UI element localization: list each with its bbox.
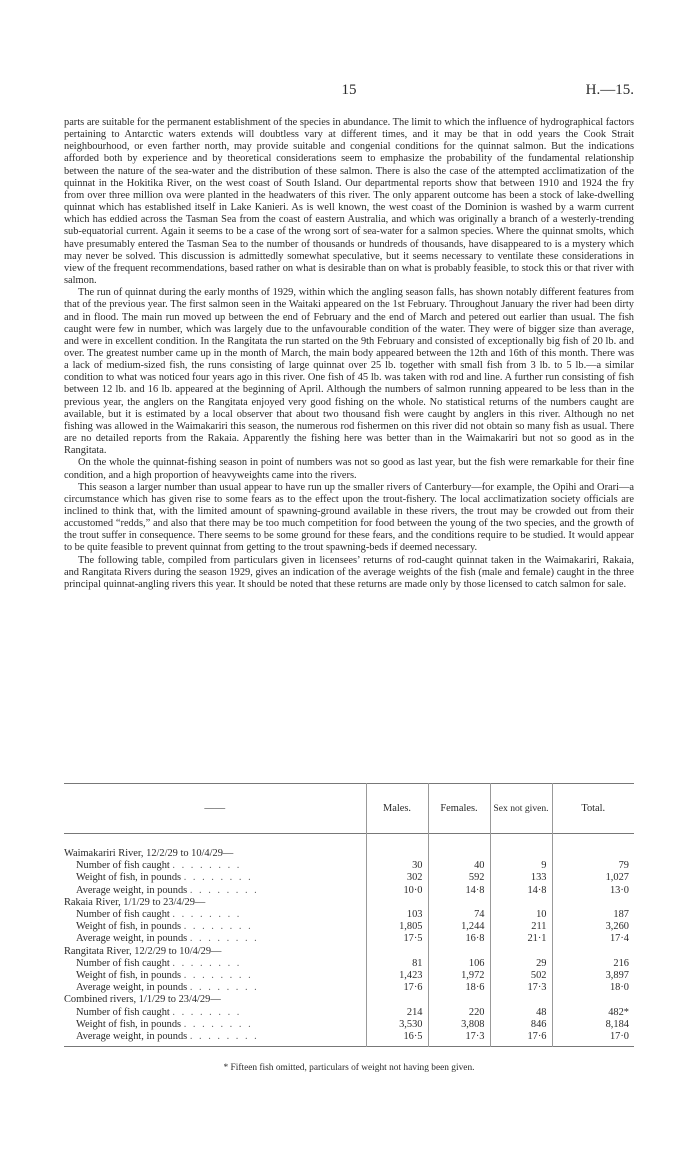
cell-males: 3,530: [366, 1019, 428, 1031]
cell-total: 187: [613, 909, 629, 921]
row-label: Average weight, in pounds: [76, 1031, 188, 1043]
dot-leader: . . . . . . . .: [172, 909, 242, 921]
row-label: Number of fish caught: [76, 1006, 170, 1018]
cell-total: 216: [613, 957, 629, 969]
dot-leader: . . . . . . . .: [189, 884, 259, 896]
cell-total: 17·0: [609, 1031, 629, 1043]
cell-sex-not-given: 846: [490, 1019, 552, 1031]
col-header-sex-not-given: Sex not given.: [490, 784, 552, 834]
cell-males: 81: [366, 958, 428, 970]
cell-males: 302: [366, 872, 428, 884]
dot-leader: . . . . . . . .: [172, 860, 242, 872]
cell-females: 1,244: [428, 921, 490, 933]
col-header-total: Total.: [581, 803, 606, 814]
cell-total: 8,184: [605, 1018, 629, 1030]
col-header-males: Males.: [366, 784, 428, 834]
cell-sex-not-given: 211: [490, 921, 552, 933]
page-number: 15: [341, 82, 357, 98]
table-footnote: * Fifteen fish omitted, particulars of weight not having been given.: [223, 1063, 475, 1073]
cell-females: 592: [428, 872, 490, 884]
table-row: [64, 933, 634, 945]
cell-sex-not-given: 17·3: [490, 982, 552, 994]
row-label: Weight of fish, in pounds: [76, 1018, 182, 1030]
cell-females: 74: [428, 909, 490, 921]
table-row: [64, 1019, 634, 1031]
row-label: Number of fish caught: [76, 909, 170, 921]
cell-males: 1,805: [366, 921, 428, 933]
table-row: [64, 860, 634, 872]
cell-females: 17·3: [428, 1031, 490, 1047]
cell-males: 103: [366, 909, 428, 921]
cell-females: 18·6: [428, 982, 490, 994]
paragraph-1: parts are suitable for the permanent establishment of the species in abundance. The limit to which the influence of hydrographical factors pertaining to Antarctic waters extends will doubtless vary at different times, and it may be that in odd years the Cook Strait neighbourhood, or even farther north, may provide suitable and congenial conditions for the quinnat salmon. But the indications afforded both by experience and by theoretical considerations seem to emphasize the probability of the fundamental relationship between the nature of the sea-water and the distribution of these salmon. There is also the case of the attempted acclimatization of the quinnat in the Hokitika River, on the west coast of South Island. Our departmental reports show that between 1910 and 1924 the fry from over three million ova were planted in the headwaters of this river. The only apparent outcome has been a stock of lake-dwelling quinnat which has established itself in Lake Kanieri. As is well known, the west coast of the Dominion is washed by a warm current which has eddied across the Tasman Sea from the coast of eastern Australia, and which was originally a branch of a westerly-trending sub-equatorial current. Again it seems to be a case of the wrong sort of sea-water for a salmon species. Where the quinnat smolts, which have presumably entered the Tasman Sea to the number of thousands or hundreds of thousands, have disappeared to is a mystery which may never be solved. This discussion is admittedly somewhat speculative, but it seems necessary to ventilate these considerations in view of the frequent recommendations, based rather on what is desirable than on what is probably feasible, to stock this or that river with salmon.: [64, 117, 634, 287]
cell-females: 220: [428, 1007, 490, 1019]
cell-total: 13·0: [609, 884, 629, 896]
group-title: Rakaia River, 1/1/29 to 23/4/29—: [64, 897, 366, 909]
document-reference: H.—15.: [585, 82, 634, 98]
cell-sex-not-given: 29: [490, 958, 552, 970]
table-row: [64, 1007, 634, 1019]
quinnat-returns-table-wrap: [64, 783, 634, 1047]
cell-sex-not-given: 133: [490, 872, 552, 884]
cell-females: 14·8: [428, 885, 490, 897]
cell-males: 1,423: [366, 970, 428, 982]
row-label: Average weight, in pounds: [76, 884, 188, 896]
dot-leader: . . . . . . . .: [183, 1018, 253, 1030]
cell-males: 10·0: [366, 885, 428, 897]
group-title: Rangitata River, 12/2/29 to 10/4/29—: [64, 946, 366, 958]
dot-leader: . . . . . . . .: [189, 933, 259, 945]
group-title-row: [64, 848, 634, 860]
dot-leader: . . . . . . . .: [183, 970, 253, 982]
row-label: Average weight, in pounds: [76, 933, 188, 945]
col-header-females: Females.: [428, 784, 490, 834]
cell-females: 1,972: [428, 970, 490, 982]
table-row: [64, 872, 634, 884]
cell-sex-not-given: 14·8: [490, 885, 552, 897]
cell-total: 482*: [608, 1006, 629, 1018]
body-text: [64, 117, 634, 591]
group-title-row: [64, 946, 634, 958]
table-row: [64, 958, 634, 970]
row-label: Weight of fish, in pounds: [76, 921, 182, 933]
dot-leader: . . . . . . . .: [172, 1006, 242, 1018]
cell-females: 106: [428, 958, 490, 970]
cell-total: 18·0: [609, 982, 629, 994]
cell-sex-not-given: 9: [490, 860, 552, 872]
row-label: Number of fish caught: [76, 957, 170, 969]
row-label: Weight of fish, in pounds: [76, 872, 182, 884]
cell-sex-not-given: 502: [490, 970, 552, 982]
cell-males: 214: [366, 1007, 428, 1019]
table-spacer: [64, 834, 634, 849]
cell-males: 16·5: [366, 1031, 428, 1047]
dot-leader: . . . . . . . .: [189, 982, 259, 994]
cell-sex-not-given: 17·6: [490, 1031, 552, 1047]
row-label: Average weight, in pounds: [76, 982, 188, 994]
cell-sex-not-given: 48: [490, 1007, 552, 1019]
cell-males: 17·6: [366, 982, 428, 994]
paragraph-2: The run of quinnat during the early months of 1929, within which the angling season falls, has shown notably different features from that of the previous year. The first salmon seen in the Waitaki appeared on the 1st February. Throughout January the river had been dirty and in flood. The main run moved up between the end of February and the end of March and petered out earlier than usual. The fish caught were few in number, which was largely due to the unfavourable condition of the water. They were of bigger size than average, and were in excellent condition. In the Rangitata the run started on the 9th February and consisted of exceptionally big fish of 20 lb. and over. The greatest number came up in the month of March, the main body appeared between the 12th and 16th of this month. There was a lack of medium-sized fish, the runs consisting of large quinnat over 25 lb. together with small fish from 3 lb. to 5 lb.—a similar condition to what was noticed four years ago in this river. One fish of 45 lb. was taken with rod and line. A further run consisting of fish between 12 lb. and 16 lb. appeared at the beginning of April. Although the numbers of salmon running appeared to be less than in the previous year, the anglers on the Rangitata enjoyed very good fishing on the whole. No statistical returns of the numbers caught are available, but it is estimated by a local observer that about two thousand fish were caught by anglers in this river. Although no net fishing was allowed in the Waimakariri this season, the numerous rod fishermen on this river did not obtain so many fish as usual. There are no detailed reports from the Rakaia. Apparently the fishing here was better than in the Waimakariri but not so good as in the Rangitata.: [64, 287, 634, 457]
table-row: [64, 921, 634, 933]
group-title-row: [64, 994, 634, 1006]
cell-total: 3,260: [605, 921, 629, 933]
cell-sex-not-given: 10: [490, 909, 552, 921]
row-label: Number of fish caught: [76, 860, 170, 872]
paragraph-4: This season a larger number than usual appear to have run up the smaller rivers of Canterbury—for example, the Opihi and Orari—a circumstance which has given rise to some fears as to the effect upon the trout-fishery. The local acclimatization society officials are inclined to think that, with the limited amount of spawning-ground available in these rivers, the trout may be crowded out from their accustomed “redds,” and also that there may be too much competition for food between the young of the two species, and the growth of the trout suffer in consequence. There seems to be some ground for these fears, and the conditions require to be studied. It would appear to be quite feasible to prevent quinnat from getting to the trout spawning-beds if deemed necessary.: [64, 481, 634, 554]
table-header-row: [64, 784, 634, 834]
paragraph-3: On the whole the quinnat-fishing season in point of numbers was not so good as last year, but the fish were remarkable for their fine condition, and a high proportion of heavyweights came into the rivers.: [64, 457, 634, 481]
dot-leader: . . . . . . . .: [183, 921, 253, 933]
stub-header: ——: [64, 784, 366, 834]
cell-total: 1,027: [605, 872, 629, 884]
row-label: Weight of fish, in pounds: [76, 970, 182, 982]
group-title-row: [64, 897, 634, 909]
table-row: [64, 970, 634, 982]
cell-total: 79: [618, 860, 629, 872]
page-header: [64, 82, 634, 102]
cell-females: 3,808: [428, 1019, 490, 1031]
table-row: [64, 909, 634, 921]
cell-total: 3,897: [605, 970, 629, 982]
dot-leader: . . . . . . . .: [189, 1031, 259, 1043]
cell-males: 17·5: [366, 933, 428, 945]
dot-leader: . . . . . . . .: [172, 957, 242, 969]
cell-total: 17·4: [609, 933, 629, 945]
dot-leader: . . . . . . . .: [183, 872, 253, 884]
table-row: [64, 982, 634, 994]
quinnat-returns-table: [64, 783, 634, 1047]
table-row: [64, 885, 634, 897]
table-row: [64, 1031, 634, 1047]
cell-females: 40: [428, 860, 490, 872]
cell-sex-not-given: 21·1: [490, 933, 552, 945]
cell-males: 30: [366, 860, 428, 872]
paragraph-5: The following table, compiled from particulars given in licensees’ returns of rod-caught quinnat taken in the Waimakariri, Rakaia, and Rangitata Rivers during the season 1929, gives an indication of the average weights of the fish (male and female) caught in the three principal quinnat-angling rivers this year. It should be noted that these returns are made only by those licensed to catch salmon for sale.: [64, 554, 634, 590]
group-title: Combined rivers, 1/1/29 to 23/4/29—: [64, 994, 366, 1006]
group-title: Waimakariri River, 12/2/29 to 10/4/29—: [64, 848, 366, 860]
cell-females: 16·8: [428, 933, 490, 945]
